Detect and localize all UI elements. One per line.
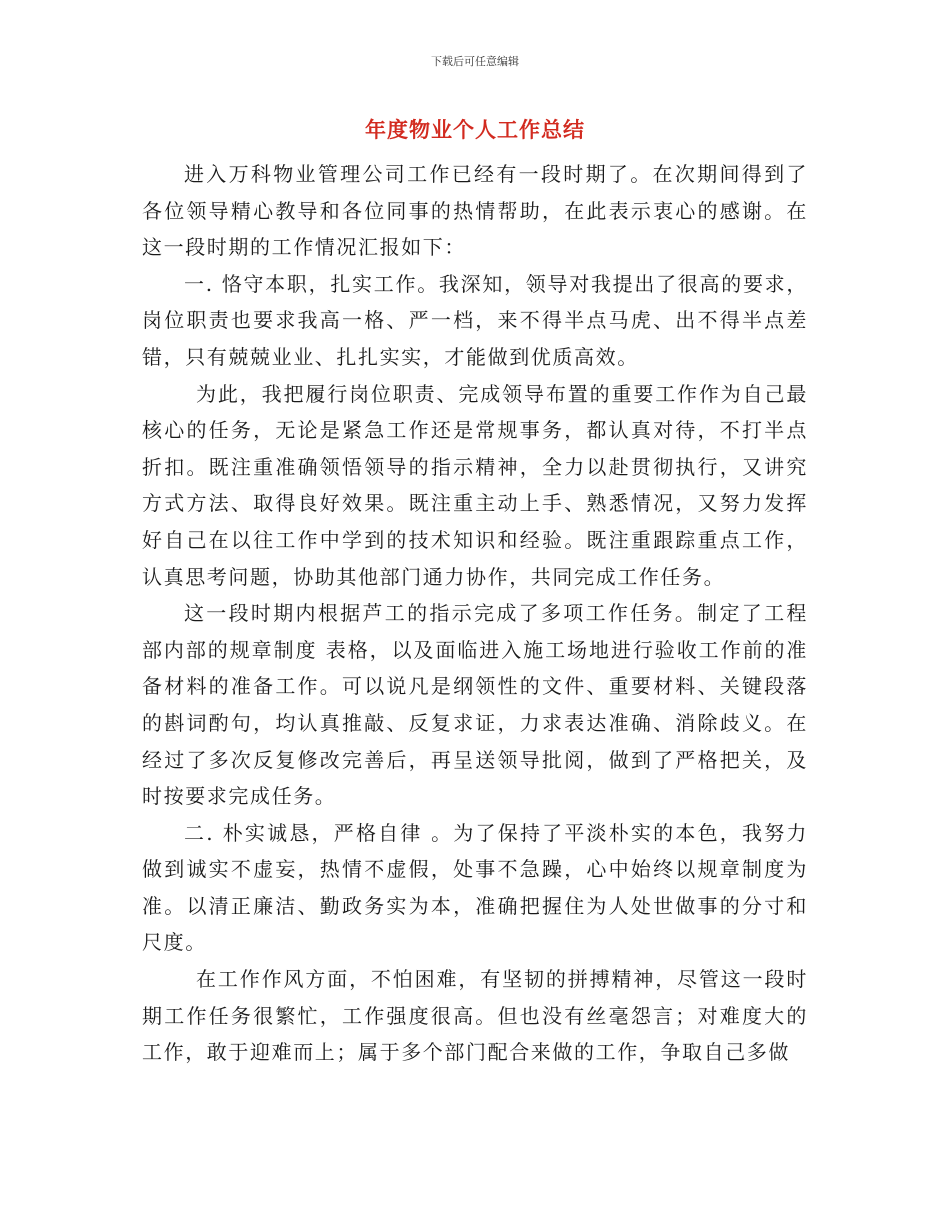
paragraph-tasks: 这一段时期内根据芦工的指示完成了多项工作任务。制定了工程部内部的规章制度 表格，以及面临进入施工场地进行验收工作前的准备材料的准备工作。可以说凡是纲领性的文件、重要材料、关键段落的斟词酌句，均认真推敲、反复求证，力求表达准确、消除歧义。在经过了多次反复修改完善后，再呈送领导批阅，做到了严格把关，及时按要求完成任务。 (142, 601, 808, 809)
header-note: 下载后可任意编辑 (431, 55, 519, 68)
document-body (142, 156, 808, 1071)
paragraph-intro: 进入万科物业管理公司工作已经有一段时期了。在次期间得到了各位领导精心教导和各位同事的热情帮助，在此表示衷心的感谢。在这一段时期的工作情况汇报如下： (142, 162, 808, 260)
paragraph-section-1: 一. 恪守本职，扎实工作。我深知，领导对我提出了很高的要求，岗位职责也要求我高一格、严一档，来不得半点马虎、出不得半点差错，只有兢兢业业、扎扎实实，才能做到优质高效。 (142, 271, 808, 369)
document-title: 年度物业个人工作总结 (365, 117, 585, 142)
paragraph-section-2: 二. 朴实诚恳，严格自律 。为了保持了平淡朴实的本色，我努力做到诚实不虚妄，热情不虚假，处事不急躁，心中始终以规章制度为准。以清正廉洁、勤政务实为本，准确把握住为人处世做事的分寸和尺度。 (142, 820, 808, 955)
paragraph-work-style: 在工作作风方面，不怕困难，有坚韧的拼搏精神，尽管这一段时期工作任务很繁忙，工作强度很高。但也没有丝毫怨言；对难度大的工作，敢于迎难而上；属于多个部门配合来做的工作，争取自己多做 (142, 967, 808, 1065)
paragraph-duties: 为此，我把履行岗位职责、完成领导布置的重要工作作为自己最核心的任务，无论是紧急工作还是常规事务，都认真对待，不打半点折扣。既注重准确领悟领导的指示精神，全力以赴贯彻执行，又讲究方式方法、取得良好效果。既注重主动上手、熟悉情况，又努力发挥好自己在以往工作中学到的技术知识和经验。既注重跟踪重点工作，认真思考问题，协助其他部门通力协作，共同完成工作任务。 (142, 381, 808, 589)
